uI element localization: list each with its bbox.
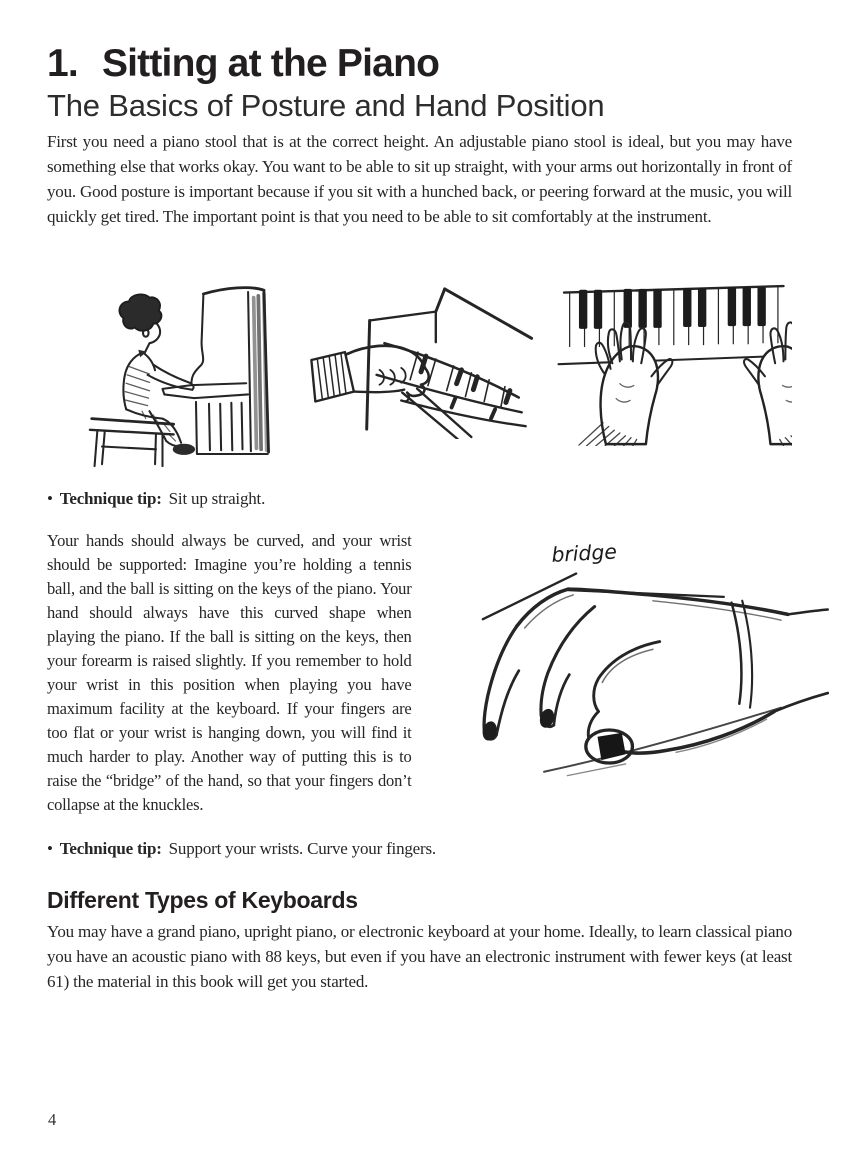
bridge-label: bridge <box>550 539 617 568</box>
keyboards-section-heading: Different Types of Keyboards <box>47 887 358 914</box>
black-keys <box>579 287 766 329</box>
two-hands-keyboard-illustration <box>550 274 792 446</box>
page-number: 4 <box>48 1110 57 1129</box>
hair <box>119 295 161 331</box>
chapter-title-text: Sitting at the Piano <box>101 42 440 85</box>
tip-label: Technique tip: <box>59 489 162 509</box>
hand-on-keys-illustration <box>307 281 535 439</box>
bullet-icon: • <box>47 489 53 509</box>
hand-position-paragraph: Your hands should always be curved, and your wrist should be supported: Imagine you’re holding a tennis ball, and the ball is sitting on the keys of the piano. Your hand should always have this curved shape when playing the piano. If the ball is sitting on the keys, then your forearm is raised slightly. If you remember to hold your wrist in this position when playing you have maximum facility at the keyboard. If your fingers are too flat or your wrist is hanging down, you will find it much harder to play. Another way of putting this is to raise the “bridge” of the hand, so that your fingers don’t collapse at the knuckles. <box>47 531 412 815</box>
technique-tip-2 <box>47 837 792 861</box>
bullet-icon: • <box>47 839 53 859</box>
tip-text: Sit up straight. <box>168 489 266 509</box>
shoe <box>173 444 195 455</box>
intro-paragraph: First you need a piano stool that is at the correct height. An adjustable piano stool is ideal, but you may have something else that works okay. You want to be able to sit up straight, with your arms out horizontally in front of you. Good posture is important because if you sit with a hunched back, or peering forward at the music, you will quickly get tired. The important point is that you need to be able to sit comfortably at the instrument. <box>47 132 792 227</box>
keyboards-paragraph: You may have a grand piano, upright piano, or electronic keyboard at your home. Ideally, to learn classical piano you have an acoustic piano with 88 keys, but even if you have an electronic instrument with fewer keys (at least 61) the material in this book will get you started. <box>47 922 792 992</box>
tip-label: Technique tip: <box>59 839 162 859</box>
illustration-row <box>47 253 792 467</box>
chapter-number: 1. <box>47 42 78 85</box>
tip-text: Support your wrists. Curve your fingers. <box>168 839 436 859</box>
technique-tip-1 <box>47 487 792 511</box>
hand-position-section <box>47 529 830 817</box>
chapter-title <box>47 44 792 83</box>
sitting-at-piano-illustration <box>47 253 291 467</box>
chapter-subtitle: The Basics of Posture and Hand Position <box>47 88 605 123</box>
bridge-hand-illustration <box>450 525 830 797</box>
